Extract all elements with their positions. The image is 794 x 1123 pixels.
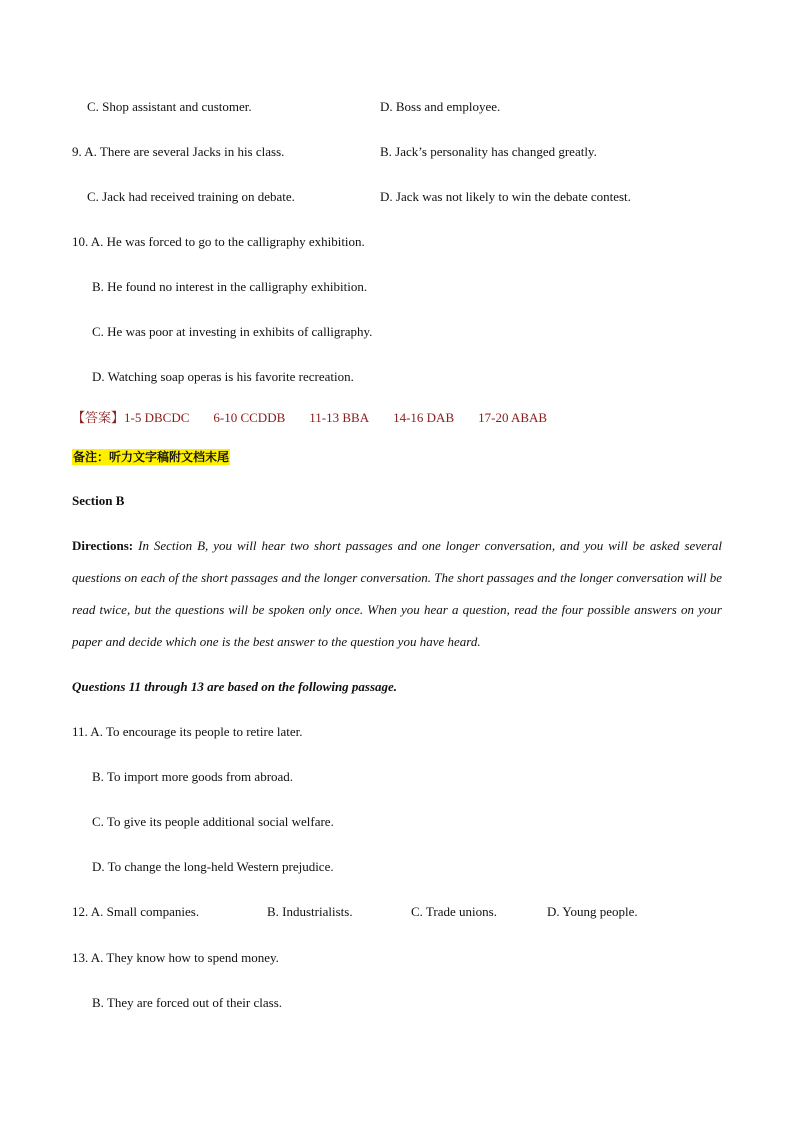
q11-option-c: C. To give its people additional social welfare. [92,814,334,829]
q13-option-a: 13. A. They know how to spend money. [72,950,279,965]
q8-option-d: D. Boss and employee. [380,99,501,114]
passage-subheading: Questions 11 through 13 are based on the following passage. [72,679,398,694]
answer-group: 11-13 BBA [309,410,370,425]
q11-option-b: B. To import more goods from abroad. [92,769,294,784]
directions-text: In Section B, you will hear two short passages and one longer conversation, and you will be asked several questions on each of the short passages and the longer conversation. The short passages and the longer conversation will be read twice, but the questions will be spoken only once. When you hear a question, read the four possible answers on your paper and decide which one is the best answer to the question you have heard. [72,538,723,649]
q10-option-c: C. He was poor at investing in exhibits of calligraphy. [92,324,373,339]
directions-label: Directions: [72,538,134,553]
transcript-note [72,449,230,465]
answer-group: 6-10 CCDDB [213,410,286,425]
note-highlight: 备注：听力文字稿附文档末尾 [73,450,230,464]
q13-option-b: B. They are forced out of their class. [92,995,282,1010]
q11-option-d: D. To change the long-held Western prejudice. [92,859,334,874]
answer-key [72,410,547,426]
q9-option-a: 9. A. There are several Jacks in his class. [72,144,285,159]
section-heading: Section B [72,493,125,508]
q12-option-c: C. Trade unions. [411,904,497,919]
q9-option-b: B. Jack’s personality has changed greatly. [380,144,597,159]
q12-option-b: B. Industrialists. [267,904,353,919]
q10-option-d: D. Watching soap operas is his favorite recreation. [92,369,354,384]
q12-option-a: 12. A. Small companies. [72,904,200,919]
answer-group: 17-20 ABAB [478,410,548,425]
directions-paragraph [72,530,722,658]
q10-option-b: B. He found no interest in the calligraphy exhibition. [92,279,368,294]
answer-group: 14-16 DAB [393,410,455,425]
q10-option-a: 10. A. He was forced to go to the calligraphy exhibition. [72,234,365,249]
q9-option-c: C. Jack had received training on debate. [87,189,295,204]
q8-option-c: C. Shop assistant and customer. [87,99,252,114]
q9-option-d: D. Jack was not likely to win the debate contest. [380,189,631,204]
q12-option-d: D. Young people. [547,904,638,919]
q11-option-a: 11. A. To encourage its people to retire later. [72,724,303,739]
answer-label: 【答案】 [72,410,125,425]
answer-group: 1-5 DBCDC [124,410,190,425]
